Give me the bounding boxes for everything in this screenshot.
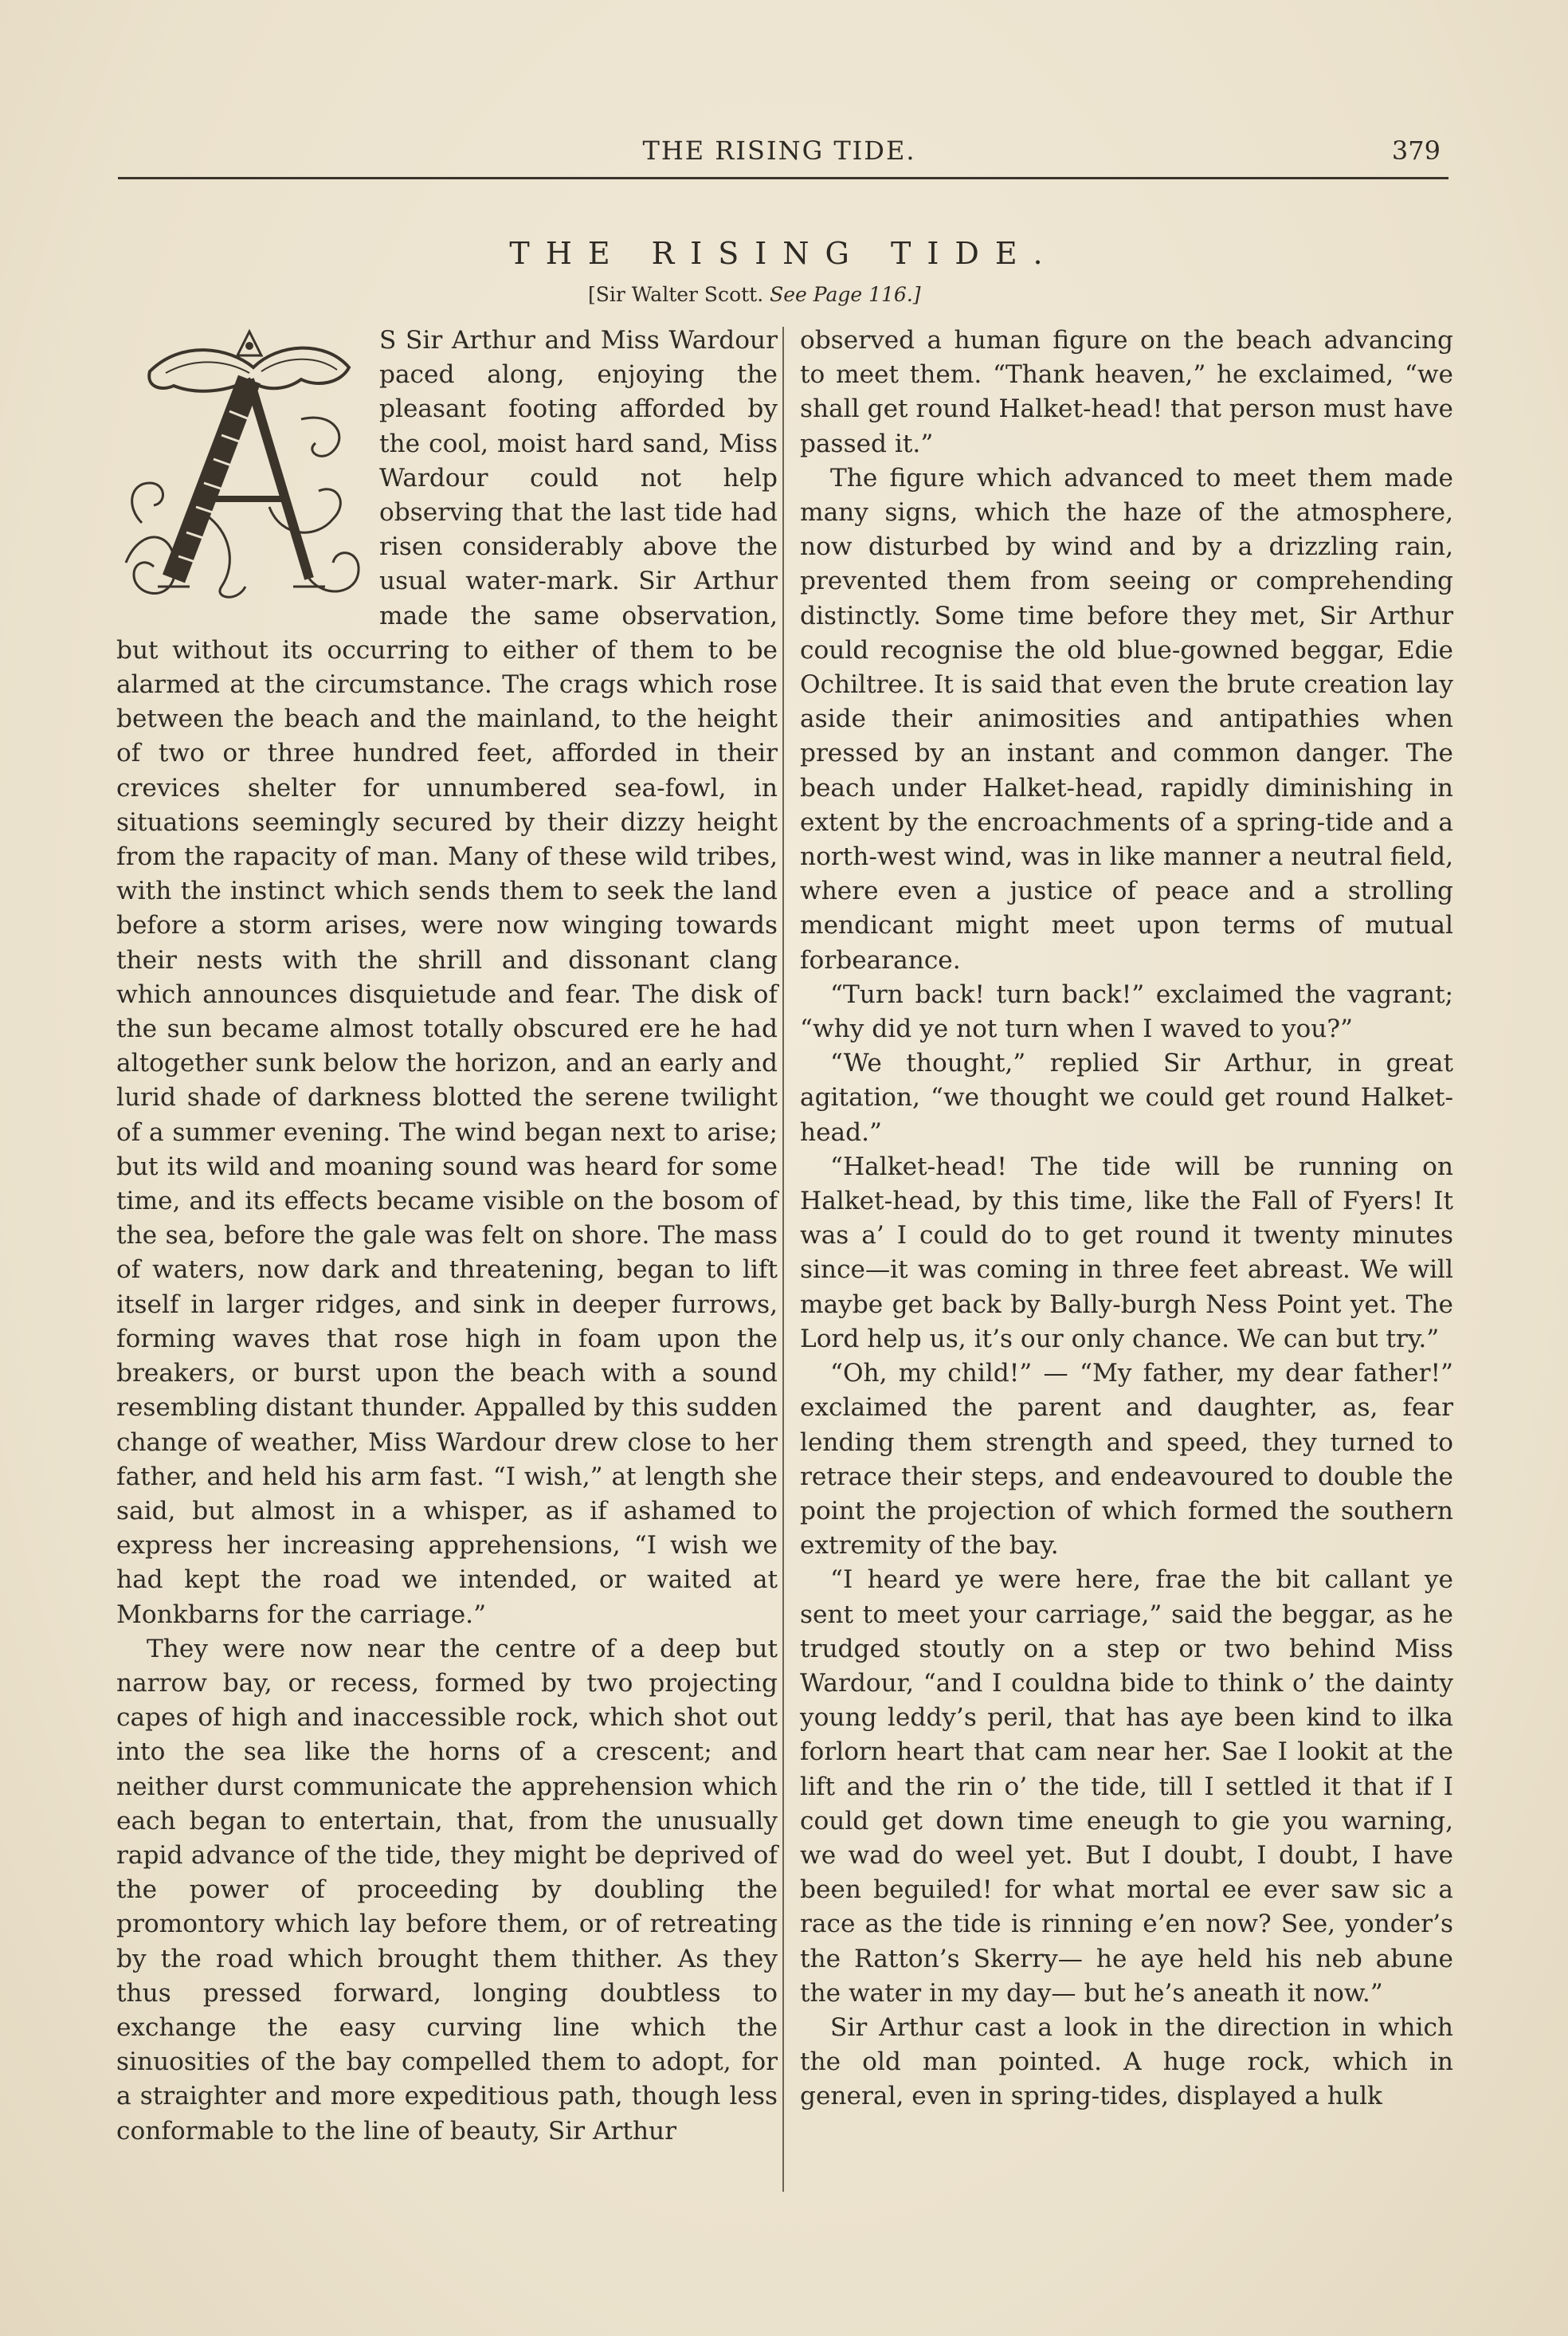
paragraph: “We thought,” replied Sir Arthur, in great agitation, “we thought we could get round Halket-head.” <box>800 1049 1453 1147</box>
paragraph: “I heard ye were here, frae the bit callant ye sent to meet your carriage,” said the beggar, as he trudged stoutly on a step or two behind Miss Wardour, “and I couldna bide to think o’ the dainty young leddy’s peril, that has aye been kind to ilka forlorn heart that cam near her. Sae I lookit at the lift and the rin o’ the tide, till I settled it that if I could get down time eneugh to gie you warning, we wad do weel yet. But I doubt, I doubt, I have been beguiled! for what mortal ee ever saw sic a race as the tide is rinning e’en now? See, yonder’s the Ratton’s Skerry— he aye held his neb abune the water in my day— but he’s aneath it now.” <box>800 1565 1453 2008</box>
paragraph: S Sir Arthur and Miss Wardour paced along, enjoying the pleasant footing afforded by the cool, moist hard sand, Miss Wardour could not help observing that the last tide had risen considerably above the usual water-mark. Sir Arthur made the same observation, but without its occurring to either of them to be alarmed at the circumstance. The crags which rose between the beach and the mainland, to the height of two or three hundred feet, afforded in their crevices shelter for unnumbered sea-fowl, in situations seemingly secured by their dizzy height from the rapacity of man. Many of these wild tribes, with the instinct which sends them to seek the land before a storm arises, were now winging towards their nests with the shrill and dissonant clang which announces disquietude and fear. The disk of the sun became almost totally obscured ere he had altogether sunk below the horizon, and an early and lurid shade of darkness blotted the serene twilight of a summer evening. The wind began next to arise; but its wild and moaning sound was heard for some time, and its effects became visible on the bosom of the sea, before the gale was felt on shore. The mass of waters, now dark and threatening, began to lift itself in larger ridges, and sink in deeper furrows, forming waves that rose high in foam upon the breakers, or burst upon the beach with a sound resembling distant thunder. Appalled by this sudden change of weather, Miss Wardour drew close to her father, and held his arm fast. “I wish,” at length she said, but almost in a whisper, as if ashamed to express her increasing apprehensions, “I wish we had kept the road we intended, or waited at Monkbarns for the carriage.” <box>116 326 778 1629</box>
drop-cap <box>110 324 373 604</box>
article-title: THE RISING TIDE. <box>509 236 1059 271</box>
paragraph: The figure which advanced to meet them made many signs, which the haze of the atmosphere, now disturbed by wind and by a drizzling rain, prevented them from seeing or comprehending distinctly. Some time before they met, Sir Arthur could recognise the old blue-gowned beggar, Edie Ochiltree. It is said that even the brute creation lay aside their animosities and antipathies when pressed by an instant and common danger. The beach under Halket-head, rapidly diminishing in extent by the encroachments of a spring-tide and a north-west wind, was in like manner a neutral field, where even a justice of peace and a strolling mendicant might meet upon terms of mutual forbearance. <box>800 463 1453 975</box>
right-column <box>800 324 1453 2114</box>
paragraph: “Turn back! turn back!” exclaimed the vagrant; “why did ye not turn when I waved to you?” <box>800 980 1453 1044</box>
paragraph: observed a human figure on the beach advancing to meet them. “Thank heaven,” he exclaimed, “we shall get round Halket-head! that person must have passed it.” <box>800 326 1453 458</box>
paragraph: Sir Arthur cast a look in the direction in which the old man pointed. A huge rock, which in general, even in spring-tides, displayed a hulk <box>800 2012 1453 2111</box>
source-author: [Sir Walter Scott. <box>588 283 764 306</box>
paragraph: “Halket-head! The tide will be running on Halket-head, by this time, like the Fall of Fyers! It was a’ I could do to get round it twenty minutes since—it was coming in three feet abreast. We will maybe get back by Bally-burgh Ness Point yet. The Lord help us, it’s our only chance. We can but try.” <box>800 1152 1453 1353</box>
ornamental-letter-a-icon <box>110 324 373 604</box>
header-rule <box>118 177 1448 179</box>
running-head <box>118 135 1441 175</box>
paragraph: “Oh, my child!” — “My father, my dear father!” exclaimed the parent and daughter, as, fear lending them strength and speed, they turned to retrace their steps, and endeavoured to double the point the projection of which formed the southern extremity of the bay. <box>800 1359 1453 1561</box>
left-column <box>116 324 778 2149</box>
source-reference: See Page 116.] <box>770 283 921 306</box>
running-title: THE RISING TIDE. <box>642 135 916 166</box>
column-divider <box>782 327 784 2192</box>
page-number: 379 <box>1391 135 1441 166</box>
paragraph: They were now near the centre of a deep but narrow bay, or recess, formed by two projecting capes of high and inaccessible rock, which shot out into the sea like the horns of a crescent; and neither durst communicate the apprehension which each began to entertain, that, from the unusually rapid advance of the tide, they might be deprived of the power of proceeding by doubling the promontory which lay before them, or of retreating by the road which brought them thither. As they thus pressed forward, longing doubtless to exchange the easy curving line which the sinuosities of the bay compelled them to adopt, for a straighter and more expeditious path, though less conformable to the line of beauty, Sir Arthur <box>116 1634 778 2146</box>
source-note <box>588 283 921 306</box>
